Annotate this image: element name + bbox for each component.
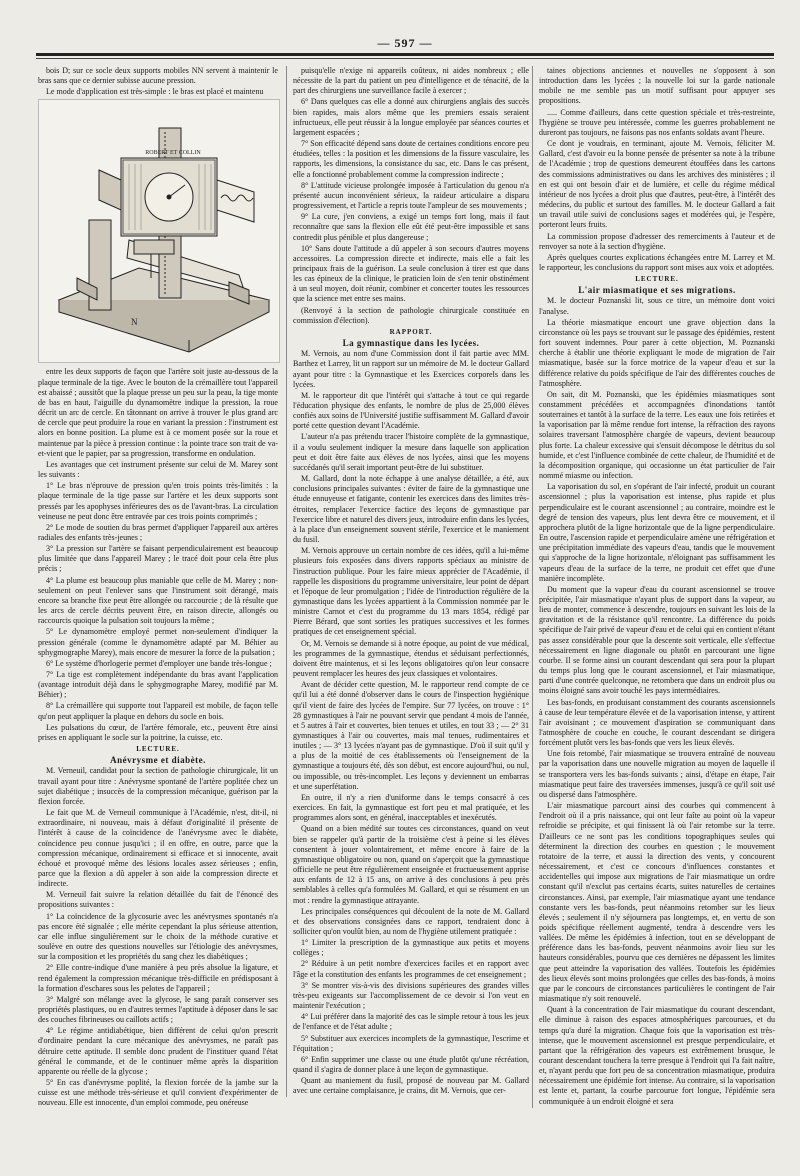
header-rule-thin (36, 58, 774, 59)
section-heading: LECTURE. (635, 275, 679, 284)
list-item: 2° Le mode de soutien du bras permet d'appliquer l'appareil aux artères radiales des enfants très-jeunes ; (38, 522, 278, 542)
paragraph: M. Verneuil, candidat pour la section de pathologie chirurgicale, lit un travail ayant pour titre : Anévrysme spontané de l'artère poplitée chez un sujet diabétique ; insuccès de la compression mécanique, guérison par la flexion forcée. (38, 766, 278, 806)
list-item: 3° La pression sur l'artère se faisant perpendiculairement est beaucoup plus limitée que dans l'appareil Marey ; le tracé doit pour cela être plus précis ; (38, 544, 278, 574)
list-item: 8° La crémaillère qui supporte tout l'appareil est mobile, de façon telle qu'on peut appliquer la plaque en dehors du socle en bois. (38, 701, 278, 721)
paragraph: L'auteur n'a pas prétendu tracer l'histoire complète de la gymnastique, il a voulu seulement indiquer la mesure dans laquelle son application peut et doit être faite aux élèves de nos lycées, ainsi que les moyens succédanés qu'il serait important peut-être de lui substituer. (293, 432, 529, 472)
paragraph: La théorie miasmatique encourt une grave objection dans la circonstance où les pays se trouvant sur le passage des épidémies, restent fort souvent indemnes. Pour parer à cette objection, M. Poznanski cherche à établir une théorie expliquant le mode de migration de l'air miasmatique, basée sur la force motrice de la vapeur d'eau et sur la différence relative du poids spécifique de l'air des différentes couches de l'atmosphère. (539, 317, 775, 388)
column-1 (38, 66, 278, 1110)
page-header (36, 34, 774, 52)
list-item: 2° Réduire à un petit nombre d'exercices faciles et en rapport avec l'âge et la constitution des enfants les programmes de cet enseignement ; (293, 959, 529, 979)
paragraph: Quant au maniement du fusil, proposé de nouveau par M. Gallard avec une certaine complaisance, je crains, dit M. Vernois, que cer- (293, 1076, 529, 1096)
paragraph: La commission propose d'adresser des remerciments à l'auteur et de renvoyer sa note à la section d'hygiène. (539, 231, 775, 251)
list-item: 4° La plume est beaucoup plus maniable que celle de M. Marey ; non-seulement on peut l'enlever sans que l'instrument soit dérangé, mais encore sa branche fixe peut être allongée ou raccourcie ; de là résulte que les arcs de cercle décrits peuvent être, en raison directe, allongés ou raccourcis quoique la pulsation soit toujours la même ; (38, 575, 278, 626)
paragraph: Le fait que M. de Verneuil communique à l'Académie, n'est, dit-il, ni extraordinaire, ni nouveau, mais à défaut d'originalité il présente de l'intérêt à cause de la coïncidence de l'anévrysme avec le diabète, coïncidence peu connue jusqu'ici ; il en offre, en outre, parce que la compression mécanique, ordinairement si efficace et si innocente, avait échoué et provoqué même des lésions locales assez sérieuses ; enfin, parce que la flexion a dû appeler à son aide la compression directe et indirecte. (38, 808, 278, 889)
paragraph: taines objections anciennes et nouvelles ne s'opposent à son introduction dans les lycées ; la nouvelle loi sur la garde nationale mobile ne me semble pas un motif suffisant pour appuyer ses propositions. (539, 66, 775, 106)
paragraph: Les avantages que cet instrument présente sur celui de M. Marey sont les suivants : (38, 459, 278, 480)
column-2 (286, 66, 529, 1097)
list-item: 6° Dans quelques cas elle a donné aux chirurgiens anglais des succès bien rapides, mais alors même que les premiers essais seraient infructueux, elle peut réussir à la longue employée par séances courtes et largement espacées ; (293, 97, 529, 137)
paragraph: La vaporisation du sol, en s'opérant de l'air infecté, produit un courant ascensionnel ; plus la vaporisation est intense, plus rapide et plus perpendiculaire est le courant ascensionnel ; au contraire, moindre est le degré de tension des vapeurs, plus lent devra être ce mouvement, et il approchera plutôt de la ligne horizontale que de la ligne perpendiculaire. En outre, l'ascension rapide et perpendiculaire amène une réfrigération et une précipitation immédiate des vapeurs d'eau, tandis que le mouvement qui s'approche de la ligne horizontale, n'éloignant pas suffisamment les vapeurs d'eau de la surface de la terre, ne produit cet effet que d'une manière incomplète. (539, 482, 775, 583)
list-item: 9° La cure, j'en conviens, a exigé un temps fort long, mais il faut reconnaître que sans la flexion elle eût été peut-être impossible et sans contredit plus pénible et plus dangereuse ; (293, 212, 529, 242)
paragraph: Les bas-fonds, en produisant constamment des courants ascensionnels à cause de leur température élevée et de la vaporisation intense, y attirent l'air avoisinant ; ce mouvement d'aspiration se communiquant dans l'atmosphère de couche en couche, le courant descendant se dirigera forcément plutôt vers les bas-fonds que vers les lieux élevés. (539, 697, 775, 748)
header-rule (36, 53, 774, 56)
sphygmograph-engraving (39, 100, 279, 362)
paragraph: Quant à la concentration de l'air miasmatique du courant descendant, elle diminue à raison des espaces atmosphériques parcourues, et du temps qu'a duré la migration. Chaque fois que la vaporisation est très-intense, que le mouvement ascensionnel est presque perpendiculaire, et partant que la réfrigération des vapeurs est extrêmement brusque, le courant descendant touchera la terre presque à l'endroit qui l'a fait naître, et, n'ayant perdu que fort peu de sa concentration miasmatique, produira nécessairement une épidémie fort intense. Au contraire, si la vaporisation est lente et, partant, la courbe parcourue fort longue, l'épidémie sera communiquée à un endroit éloigné et sera (539, 1005, 775, 1106)
list-item: 4° Le régime antidiabétique, bien différent de celui qu'on prescrit d'ordinaire pendant la cure mécanique des anévrysmes, ne paraît pas détruire cette aptitude. Il semble donc prudent de l'instituer quand l'état général le commande, et de le continuer même après la disparition apparente ou réelle de la glycose ; (38, 1026, 278, 1076)
list-item: 1° La coïncidence de la glycosurie avec les anévrysmes spontanés n'a pas encore été signalée ; elle mérite cependant la plus sérieuse attention, car elle influe singulièrement sur le choix de la méthode curative et soulève en outre des questions nouvelles sur l'étiologie des anévrysmes, sur la composition et les propriétés du sang chez les diabétiques ; (38, 911, 278, 962)
list-item: 5° En cas d'anévrysme poplité, la flexion forcée de la jambe sur la cuisse est une méthode très-sérieuse et qu'il convient d'expérimenter de nouveau. Elle est innocente, d'un emploi commode, peu onéreuse (38, 1078, 278, 1108)
list-item: 4° Lui préférer dans la majorité des cas le simple retour à tous les jeux de l'enfance et de l'état adulte ; (293, 1012, 529, 1032)
paragraph: (Renvoyé à la section de pathologie chirurgicale constituée en commission d'élection). (293, 305, 529, 325)
list-item: 8° L'attitude vicieuse prolongée imposée à l'articulation du genou n'a présenté aucun inconvénient sérieux, la raideur articulaire a disparu progressivement, et l'article a repris toute l'ampleur de ses mouvements ; (293, 180, 529, 211)
paragraph: M. le docteur Poznanski lit, sous ce titre, un mémoire dont voici l'analyse. (539, 296, 775, 316)
list-item: 3° Se montrer vis-à-vis des divisions supérieures des grandes villes très-peu exigeants sur l'accomplissement de ce devoir si l'on veut en maintenir l'exécution ; (293, 980, 529, 1011)
paragraph: bois D; sur ce socle deux supports mobiles NN servent à maintenir le bras sans que ce dernier subisse aucune pression. (38, 66, 278, 86)
article-title: Anévrysme et diabète. (110, 755, 206, 766)
page-number: — 597 — (378, 36, 433, 50)
paragraph: Or, M. Vernois se demande si à notre époque, au point de vue médical, les programmes de la gymnastique, étendus et séduisant perfectionnés, doivent être maintenus, et si les leçons obligatoires qu'on leur consacre peuvent remplacer les heures des jeux classiques et volontaires. (293, 638, 529, 679)
list-item: 2° Elle contre-indique d'une manière à peu près absolue la ligature, et rend également la compression mécanique très-difficile en prédisposant à la formation d'eschares sous les pelotes de l'appareil ; (38, 963, 278, 993)
article-title: La gymnastique dans les lycées. (342, 338, 480, 349)
column-3 (532, 66, 775, 1108)
paragraph: M. Vernois approuve un certain nombre de ces idées, qu'il a lui-même plusieurs fois exposées dans divers rapports spéciaux au ministre de l'instruction publique. Pour les faire mieux apprécier de l'Académie, il rappelle les dispositions du programme universitaire, leur point de départ et l'époque de leur promulgation ; l'idée de l'introduction régulière de la gymnastique dans les lycées appartient à la Commission nommée par le ministre Carnot et c'est du programme du 13 mars 1854, rédigé par Pierre Bérard, que sont sorties les pratiques successives et les formes pratiques de cet enseignement spécial. (293, 546, 529, 637)
paragraph: M. Verneuil fait suivre la relation détaillée du fait de l'énoncé des propositions suivantes : (38, 890, 278, 910)
list-item: 7° Son efficacité dépend sans doute de certaines conditions encore peu étudiées, telles : la position et les dimensions de la fissure vasculaire, les rapports, les dimensions, la consistance du sac, etc. Dans le cas présent, elle a fonctionné probablement comme la compression indirecte ; (293, 139, 529, 179)
section-heading: LECTURE. (136, 745, 180, 754)
paragraph: Le mode d'application est très-simple : le bras est placé et maintenu (46, 87, 264, 97)
paragraph: M. Vernois, au nom d'une Commission dont il fait partie avec MM. Barthez et Larrey, lit un rapport sur un mémoire de M. le docteur Gallard ayant pour titre : la Gymnastique et les Exercices corporels dans les lycées. (293, 349, 529, 389)
paragraph: M. le rapporteur dit que l'intérêt qui s'attache à tout ce qui regarde l'éducation physique des enfants, le nombre de plus de 25,000 élèves confiés aux soins de l'Université justifie suffisamment M. Gallard d'avoir porté cette question devant l'Académie. (293, 390, 529, 431)
paragraph: entre les deux supports de façon que l'artère soit juste au-dessous de la plaque terminale de la tige. Avec le bouton de la crémaillère tout l'appareil est abaissé ; aussitôt que la plaque presse un peu sur la peau, la tige monte de bas en haut, l'aiguille du dynamomètre indique la pression, la roue décrit un arc de cercle. En tâtonnant on arrive à trouver le plus grand arc de cercle que peut produire la roue en variant la pression : l'instrument est alors en bonne position. La plume est à ce moment posée sur la roue et maintenue par la pièce à pression continue : la pointe trace son trait de va-et-vient que le papier, par sa progression, transforme en ondulation. (38, 367, 278, 458)
maker-label: ROBERT ET COLLIN (145, 150, 201, 157)
letter-n: N (131, 317, 138, 328)
list-item: 6° Enfin supprimer une classe ou une étude plutôt qu'une récréation, quand il s'agira de donner place à une leçon de gymnastique. (293, 1054, 529, 1074)
paragraph: Les principales conséquences qui découlent de la note de M. Gallard et des observations consignées dans ce rapport, tendraient donc à solliciter qu'on voulût bien, au nom de l'hygiène utilement pratiquée : (293, 906, 529, 936)
paragraph: puisqu'elle n'exige ni appareils coûteux, ni aides nombreux ; elle nécessite de la part du patient un peu d'intelligence et de ténacité, de la part des chirurgiens une surveillance facile à exercer ; (293, 66, 529, 96)
article-title: L'air miasmatique et ses migrations. (578, 285, 736, 296)
section-heading: RAPPORT. (389, 327, 433, 336)
paragraph: Une fois retombé, l'air miasmatique se trouvera entraîné de nouveau par la vaporisation dans une nouvelle migration au moyen de laquelle il se transportera vers les bas-fonds suivants ; ainsi, d'étape en étape, l'air miasmatique peut faire des traversées immenses, jusqu'à ce qu'il soit usé ou dispersé dans l'atmosphère. (539, 749, 775, 799)
list-item: 1° Le bras n'éprouve de pression qu'en trois points très-limités : la plaque terminale de la tige passe sur l'artère et les deux supports sont pressés par les apophyses inférieures des os de l'avant-bras. La circulation veineuse ne peut donc être entravée par ces trois points comprimés ; (38, 481, 278, 521)
paragraph: Après quelques courtes explications échangées entre M. Larrey et M. le rapporteur, les conclusions du rapport sont mises aux voix et adoptées. (539, 252, 775, 272)
paragraph: Ce dont je voudrais, en terminant, ajoute M. Vernois, féliciter M. Gallard, c'est d'avoir eu la bonne pensée de présenter sa note à la tribune de l'Académie ; trop de questions demeurent étouffées dans les cartons des commissions administratives ou dans les archives des ministères ; il en est qui ont besoin d'air et de lumière, et celle du régime médical intérieur de nos lycées a droit plus que d'autres, peut-être, à l'intérêt des médecins, du public et surtout des familles. M. le docteur Gallard a fait un travail utile suivi de conclusions sages et modérées qui, je l'espère, porteront leurs fruits. (539, 139, 775, 230)
list-item: 6° Le système d'horlogerie permet d'employer une bande très-longue ; (46, 658, 272, 668)
paragraph: Avant de décider cette question, M. le rapporteur rend compte de ce qu'il lui a été donné d'observer dans le cours de l'inspection hygiénique qu'il vient de faire des lycées de l'empire. Sur 77 lycées, on trouve : 1° 28 gymnastiques à l'air ne pouvant servir que pendant 4 mois de l'année, et 5 autres à l'air et couvertes, bien tenues et utiles, en tout 33 ; — 2° 31 gymnastiques à l'air ou couvertes, mais mal tenues, rudimentaires et inutiles ; — 3° 13 lycées n'ayant pas de gymnastique. D'où il suit qu'il y a plus de la moitié de ces établissements où l'enseignement de la gymnastique a toujours été, dès son début, est encore aujourd'hui, ou nul, ou impossible, ou très-incomplet. Les leçons y deviennent un embarras et une superfétation. (293, 680, 529, 791)
list-item: 10° Sans doute l'attitude a dû appeler à son secours d'autres moyens accessoires. La compression directe et indirecte, mais elle a fait les principaux frais de la guérison. La seule conclusion à tirer est que dans les cas épineux de la clinique, le praticien loin de s'en tenir obstinément à un seul moyen, doit réunir, combiner et concerter toutes les ressources que la science met entre ses mains. (293, 243, 529, 304)
list-item: 1° Limiter la prescription de la gymnastique aux petits et moyens collèges ; (293, 938, 529, 958)
paragraph: M. Gallard, dont la note échappe à une analyse détaillée, a été, aux conclusions principales suivantes : éviter de faire de la gymnastique une étude ennuyeuse et fatigante, contenir les exercices dans des limites très-étroites, remplacer l'exercice factice des leçons de gymnastique par l'exercice libre et naturel des divers jeux, introduire enfin dans les lycées, à la place d'un enseignement souvent stérile, l'exercice et le maniement du fusil. (293, 474, 529, 545)
sphygmograph-figure (38, 99, 280, 363)
paragraph: Du moment que la vapeur d'eau du courant ascensionnel se trouve précipitée, l'air miasmatique n'ayant plus de support dans la vapeur, au lieu de monter, commence à descendre, toujours en suivant les lois de la gravitation et de la résistance qu'il rencontre. La différence du poids spécifique de l'air privé de vapeur d'eau et de celui qui en contient n'étant pas assez considérable pour que la descente soit verticale, elle s'effectue nécessairement en ligne diagonale ou plutôt en parcourant une ligne courbe. Il se forme ainsi un courant descendant qui sera pour la plupart du temps plus long que le courant ascensionnel, et l'air miasmatique, parti d'une contrée quelconque, ne retombera que dans un endroit plus ou moins éloigné sans avoir touché les pays intermédiaires. (539, 584, 775, 696)
paragraph: Les pulsations du cœur, de l'artère fémorale, etc., peuvent être ainsi prises en appliquant le socle sur la poitrine, la cuisse, etc. (38, 722, 278, 742)
paragraph: ..... Comme d'ailleurs, dans cette question spéciale et très-restreinte, l'hygiène se trouve peu intéressée, comme les guerres probablement ne dureront pas toujours, ne faisons pas nos enfants soldats avant l'heure. (539, 107, 775, 137)
paragraph: L'air miasmatique parcourt ainsi des courbes qui commencent à l'endroit où il a pris naissance, qui ont leur faîte au point où la vapeur refroidie se précipite, et qui finissent là où l'air retombe sur la terre. D'ailleurs ce ne sont pas les conditions topographiques seules qui déterminent la direction des courbes en question ; le mouvement rotatoire de la terre, et aussi la direction des vents, y concourent nécessairement, et c'est ce concours d'influences constantes et accidentelles qui impose aux migrations de l'air miasmatique un ordre constant qu'il n'exclut pas certains écarts, suites naturelles de certaines circonstances. Ainsi, par exemple, l'air miasmatique ayant une tendance constante vers les bas-fonds, peut néanmoins retomber sur les lieux élevés ; seulement il n'y séjournera pas longtemps, et, en vertu de son poids spécifique réellement augmenté, tendra à descendre vers les vallées. De même les épidémies à infection, tout en se développant de préférence dans les bas-fonds, peuvent néanmoins avoir lieu sur les hauteurs considérables, pourvu que ces dernières ne dépassent les limites que peut atteindre la vaporisation des vallées. Toutefois les épidémies des lieux élevés sont moins prolongées que celles des bas-fonds, à moins que par le concours de circonstances particulières le contingent de l'air miasmatique n'y soit renouvelé. (539, 801, 775, 1004)
list-item: 7° La tige est complètement indépendante du bras avant l'application (avantage introduit déjà dans le sphygmographe Marey, modifié par M. Béhier) ; (38, 670, 278, 700)
paragraph: Quand on a bien médité sur toutes ces circonstances, quand on veut bien se rappeler qu'à partir de la troisième c'est à peine si les élèves consentent à jouer volontairement, et même encore à faire de la gymnastique obligatoire ou non, quand on s'aperçoit que la gymnastique officielle ne peut être régulièrement enseignée et fructueusement apprise aux enfants de 12 à 15 ans, on arrive à des conclusions à peu près semblables à celles qu'a formulées M. Gallard, et qui se résument en un mot : rendre la gymnastique attrayante. (293, 824, 529, 905)
list-item: 5° Substituer aux exercices incomplets de la gymnastique, l'escrime et l'équitation ; (293, 1033, 529, 1053)
paragraph: En outre, il n'y a rien d'uniforme dans le temps consacré à ces exercices. En fait, la gymnastique est fort peu et mal pratiquée, et les programmes alors sont, en général, inacceptables et inexécutés. (293, 792, 529, 823)
list-item: 5° Le dynamomètre employé permet non-seulement d'indiquer la pression générale (comme le dynamomètre adapté par M. Béhier au sphygmographe Marey), mais encore de mesurer la force de la pulsation ; (38, 627, 278, 657)
paragraph: On sait, dit M. Poznanski, que les épidémies miasmatiques sont constamment précédées et accompagnées d'inondations tantôt souterraines et tantôt à la surface de la terre. Les eaux une fois retirées et la vaporisation par là même rendue fort intense, la réfraction des rayons solaires traversant l'atmosphère chargée de vapeurs, devient beaucoup plus forte. La chaleur excessive qui s'ensuit décompose le détritus du sol humide, et c'est l'influence combinée de cette chaleur, de l'humidité et de la décomposition organique, qui occasionne un état particulier de l'air nommé miasme ou infection. (539, 389, 775, 481)
list-item: 3° Malgré son mélange avec la glycose, le sang paraît conserver ses propriétés plastiques, ou en d'autres termes l'aptitude à déposer dans le sac des couches fibrineuses ou caillots actifs ; (38, 994, 278, 1025)
